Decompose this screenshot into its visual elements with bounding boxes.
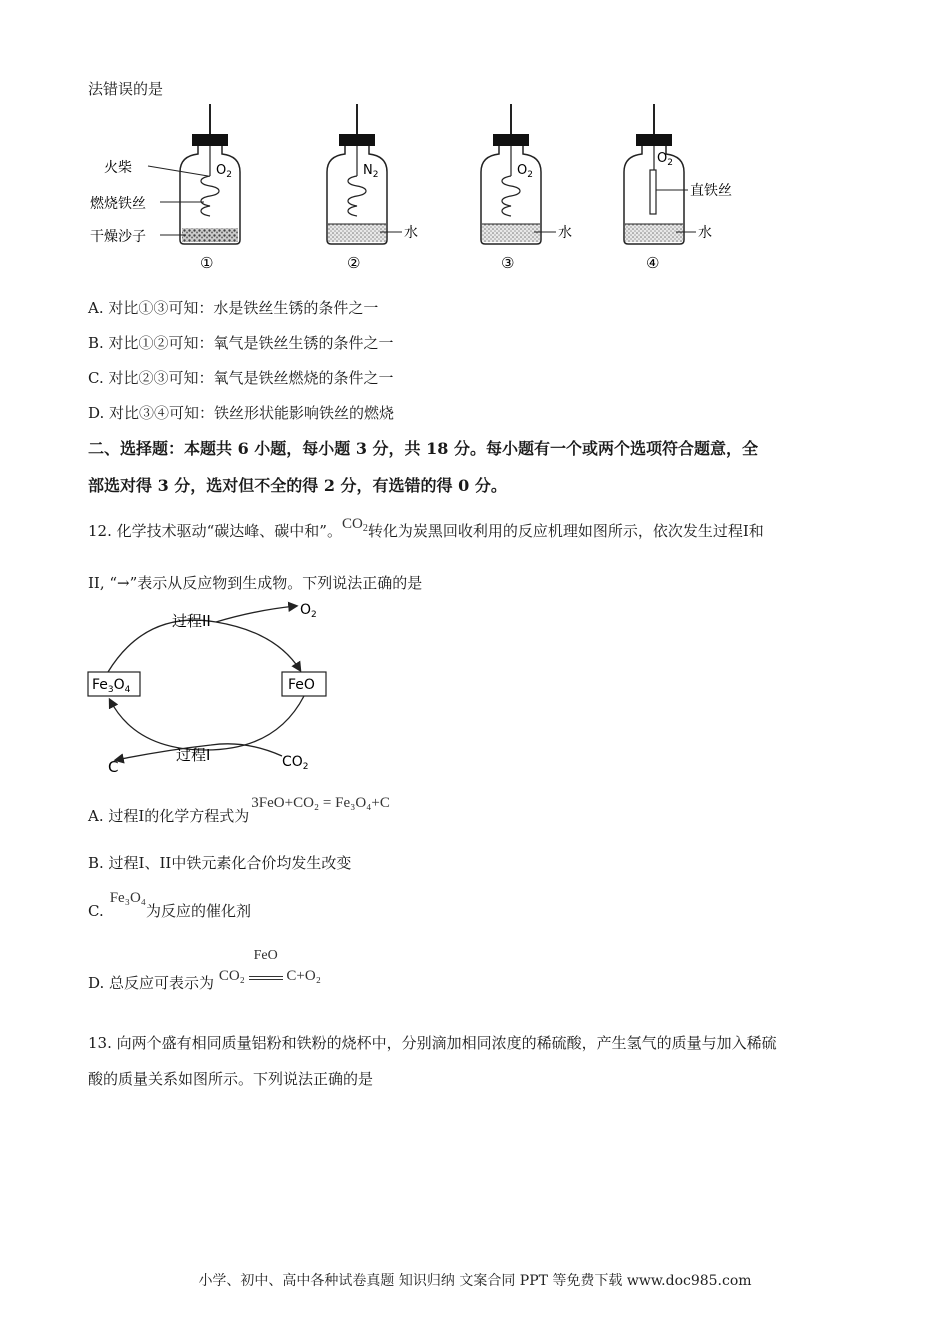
gas-label-2: $N_2$ bbox=[363, 163, 379, 180]
jar-4 bbox=[624, 104, 732, 272]
water-label-2: 水 bbox=[404, 225, 418, 241]
q11-option-d[interactable]: D. 对比③④可知：铁丝形状能影响铁丝的燃烧 bbox=[88, 404, 395, 422]
q11-option-a[interactable]: A. 对比①③可知：水是铁丝生锈的条件之一 bbox=[88, 299, 379, 317]
water-label-4: 水 bbox=[698, 225, 712, 241]
label-burning-wire: 燃烧铁丝 bbox=[90, 196, 146, 212]
label-match: 火柴 bbox=[104, 160, 132, 176]
q12-option-d[interactable]: D. 总反应可表示为 CO₂ FeO C+O₂ bbox=[88, 948, 321, 992]
page-footer: 小学、初中、高中各种试卷真题 知识归纳 文案合同 PPT 等免费下载 www.doc985.com bbox=[198, 1273, 752, 1289]
q11-option-b[interactable]: B. 对比①②可知：氧气是铁丝生锈的条件之一 bbox=[88, 334, 394, 352]
q12-option-d-equation: CO₂ FeO C+O₂ bbox=[218, 948, 321, 984]
water-label-3: 水 bbox=[558, 225, 572, 241]
q12-option-b[interactable]: B. 过程I、II中铁元素化合价均发生改变 bbox=[88, 854, 352, 872]
reaction-cycle-diagram bbox=[86, 600, 346, 780]
o2-label: $O_2$ bbox=[300, 602, 317, 620]
q12-stem-line2: II, “→”表示从反应物到生成物。下列说法正确的是 bbox=[88, 574, 423, 592]
section2-heading-line2: 部选对得 3 分，选对但不全的得 2 分，有选错的得 0 分。 bbox=[88, 476, 507, 495]
gas-label-3: $O_2$ bbox=[517, 163, 533, 180]
c-label: C bbox=[108, 758, 119, 776]
q11-option-c[interactable]: C. 对比②③可知：氧气是铁丝燃烧的条件之一 bbox=[88, 369, 394, 387]
q12-option-c-formula: Fe₃O₄ bbox=[109, 890, 147, 906]
gas-label-4: $O_2$ bbox=[657, 151, 673, 168]
q13-stem-line2: 酸的质量关系如图所示。下列说法正确的是 bbox=[88, 1070, 374, 1088]
gas-label-1: $O_2$ bbox=[216, 163, 232, 180]
straight-wire-label: 直铁丝 bbox=[690, 183, 732, 199]
fe3o4-label: $Fe_3O_4$ bbox=[92, 677, 131, 695]
co2-label: $CO_2$ bbox=[282, 754, 309, 772]
q12-stem-line1: 12. 化学技术驱动“碳达峰、碳中和”。$CO_2$转化为炭黑回收利用的反应机理如图所示，依次发生过程I和 bbox=[88, 516, 764, 540]
jar-number-4: ④ bbox=[646, 254, 660, 272]
process2-label: 过程II bbox=[172, 612, 211, 630]
jar-1 bbox=[90, 104, 240, 272]
jar-number-1: ① bbox=[200, 254, 214, 272]
jar-3 bbox=[481, 104, 572, 272]
o2-branch-arrow bbox=[216, 606, 296, 622]
label-dry-sand: 干燥沙子 bbox=[90, 229, 146, 245]
q12-option-a[interactable]: A. 过程I的化学方程式为3FeO+CO₂ = Fe₃O₄+C bbox=[88, 795, 390, 825]
jar-number-3: ③ bbox=[501, 254, 515, 272]
jar-number-2: ② bbox=[347, 254, 361, 272]
q12-option-c[interactable]: C.Fe₃O₄为反应的催化剂 bbox=[88, 890, 252, 920]
section2-heading-line1: 二、选择题：本题共 6 小题，每小题 3 分，共 18 分。每小题有一个或两个选项符合题意，全 bbox=[88, 439, 758, 458]
feo-label: FeO bbox=[288, 677, 315, 693]
q12-option-a-equation: 3FeO+CO₂ = Fe₃O₄+C bbox=[251, 795, 390, 811]
apparatus-figure bbox=[88, 104, 768, 276]
jar-2 bbox=[327, 104, 418, 272]
lower-arc-arrow bbox=[110, 696, 304, 750]
intro-fragment: 法错误的是 bbox=[88, 80, 164, 98]
process1-label: 过程I bbox=[176, 746, 211, 764]
q13-stem-line1: 13. 向两个盛有相同质量铝粉和铁粉的烧杯中，分别滴加相同浓度的稀硫酸，产生氢气的质量与加入稀硫 bbox=[88, 1034, 777, 1052]
